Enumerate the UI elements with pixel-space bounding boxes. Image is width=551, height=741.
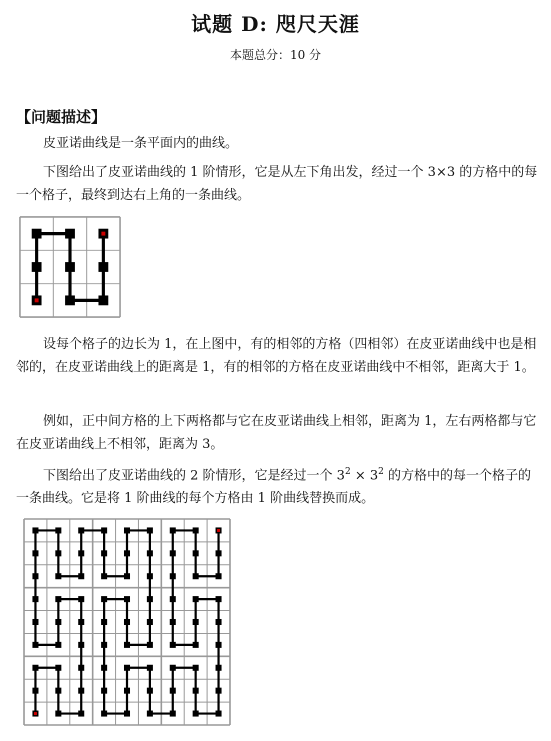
curve-node: [55, 596, 61, 602]
curve-node: [98, 262, 108, 272]
curve-node: [216, 711, 222, 717]
curve-node: [101, 573, 107, 579]
curve-node: [216, 573, 222, 579]
curve-node: [124, 688, 130, 694]
curve-node: [124, 550, 130, 556]
curve-node: [147, 596, 153, 602]
curve-node: [147, 688, 153, 694]
curve-node: [193, 711, 199, 717]
curve-node: [78, 642, 84, 648]
curve-node: [55, 642, 61, 648]
paragraph-intro: 皮亚诺曲线是一条平面内的曲线。: [43, 136, 239, 151]
curve-node: [55, 550, 61, 556]
curve-node: [170, 527, 176, 533]
paragraph-example: 例如，正中间方格的上下两格都与它在皮亚诺曲线上相邻，距离为 1，左右两格都与它在皮亚诺曲线上不相邻，距离为 3。: [16, 414, 537, 452]
curve-node: [101, 527, 107, 533]
paragraph-order1: 下图给出了皮亚诺曲线的 1 阶情形，它是从左下角出发，经过一个 3×3 的方格中的每一个格子，最终到达右上角的一条曲线。: [16, 165, 538, 203]
superscript: 2: [378, 467, 384, 477]
curve-node: [193, 688, 199, 694]
curve-node: [78, 711, 84, 717]
curve-node: [170, 642, 176, 648]
curve-node: [65, 262, 75, 272]
curve-node: [147, 665, 153, 671]
curve-node: [170, 688, 176, 694]
curve-node: [32, 262, 42, 272]
curve-node: [170, 665, 176, 671]
curve-node: [78, 573, 84, 579]
curve-node: [193, 642, 199, 648]
curve-node: [32, 550, 38, 556]
curve-start-marker: [34, 712, 37, 715]
curve-node: [78, 688, 84, 694]
curve-node: [216, 550, 222, 556]
curve-node: [170, 711, 176, 717]
curve-node: [216, 596, 222, 602]
curve-node: [32, 596, 38, 602]
curve-node: [55, 527, 61, 533]
curve-node: [101, 642, 107, 648]
curve-node: [193, 527, 199, 533]
order2-text-b: × 3: [350, 468, 379, 484]
curve-node: [193, 619, 199, 625]
curve-node: [147, 711, 153, 717]
curve-node: [55, 665, 61, 671]
curve-node: [124, 665, 130, 671]
curve-node: [124, 573, 130, 579]
curve-node: [147, 573, 153, 579]
paragraph-adjacency: 设每个格子的边长为 1，在上图中，有的相邻的方格（四相邻）在皮亚诺曲线中也是相邻的，在皮亚诺曲线上的距离是 1，有的相邻的方格在皮亚诺曲线中不相邻，距离大于 1。: [16, 337, 537, 375]
curve-node: [55, 688, 61, 694]
curve-node: [55, 711, 61, 717]
curve-node: [101, 711, 107, 717]
order2-text-c: 的方格中的每一个格子的一条曲线。它是将 1 阶曲线的每个方格由 1 阶曲线替换而成。: [16, 468, 531, 507]
curve-end-marker: [217, 529, 220, 532]
curve-node: [32, 688, 38, 694]
curve-node: [124, 527, 130, 533]
curve-node: [78, 527, 84, 533]
curve-node: [193, 573, 199, 579]
curve-node: [124, 619, 130, 625]
curve-node: [101, 619, 107, 625]
curve-node: [147, 527, 153, 533]
curve-node: [32, 665, 38, 671]
curve-node: [78, 619, 84, 625]
paragraph-order2: [16, 461, 538, 510]
curve-node: [193, 550, 199, 556]
curve-start-marker: [35, 298, 39, 302]
order2-text-a: 下图给出了皮亚诺曲线的 2 阶情形，它是经过一个 3: [43, 468, 345, 484]
curve-node: [170, 573, 176, 579]
curve-node: [65, 295, 75, 305]
curve-node: [170, 619, 176, 625]
curve-node: [55, 619, 61, 625]
curve-node: [170, 550, 176, 556]
curve-node: [101, 550, 107, 556]
curve-node: [65, 229, 75, 239]
curve-node: [216, 642, 222, 648]
curve-node: [32, 642, 38, 648]
curve-node: [101, 596, 107, 602]
curve-node: [101, 688, 107, 694]
curve-node: [32, 229, 42, 239]
curve-node: [78, 596, 84, 602]
curve-node: [32, 527, 38, 533]
total-score: 本题总分：10 分: [229, 48, 322, 62]
section-heading: 【问题描述】: [16, 108, 107, 126]
curve-node: [216, 688, 222, 694]
curve-node: [124, 711, 130, 717]
curve-node: [147, 550, 153, 556]
superscript: 2: [344, 467, 351, 477]
curve-node: [170, 596, 176, 602]
peano-curve-order2-figure: [22, 517, 232, 727]
curve-node: [32, 619, 38, 625]
curve-node: [193, 665, 199, 671]
curve-node: [124, 642, 130, 648]
curve-node: [147, 619, 153, 625]
curve-node: [98, 295, 108, 305]
curve-node: [147, 642, 153, 648]
curve-node: [32, 573, 38, 579]
curve-node: [216, 619, 222, 625]
curve-node: [193, 596, 199, 602]
peano-curve-order1-figure: [16, 214, 124, 320]
curve-node: [78, 665, 84, 671]
curve-node: [55, 573, 61, 579]
curve-node: [124, 596, 130, 602]
curve-node: [101, 665, 107, 671]
curve-node: [216, 665, 222, 671]
problem-title: 试题 D: 咫尺天涯: [191, 12, 360, 36]
curve-node: [78, 550, 84, 556]
curve-end-marker: [101, 232, 105, 236]
